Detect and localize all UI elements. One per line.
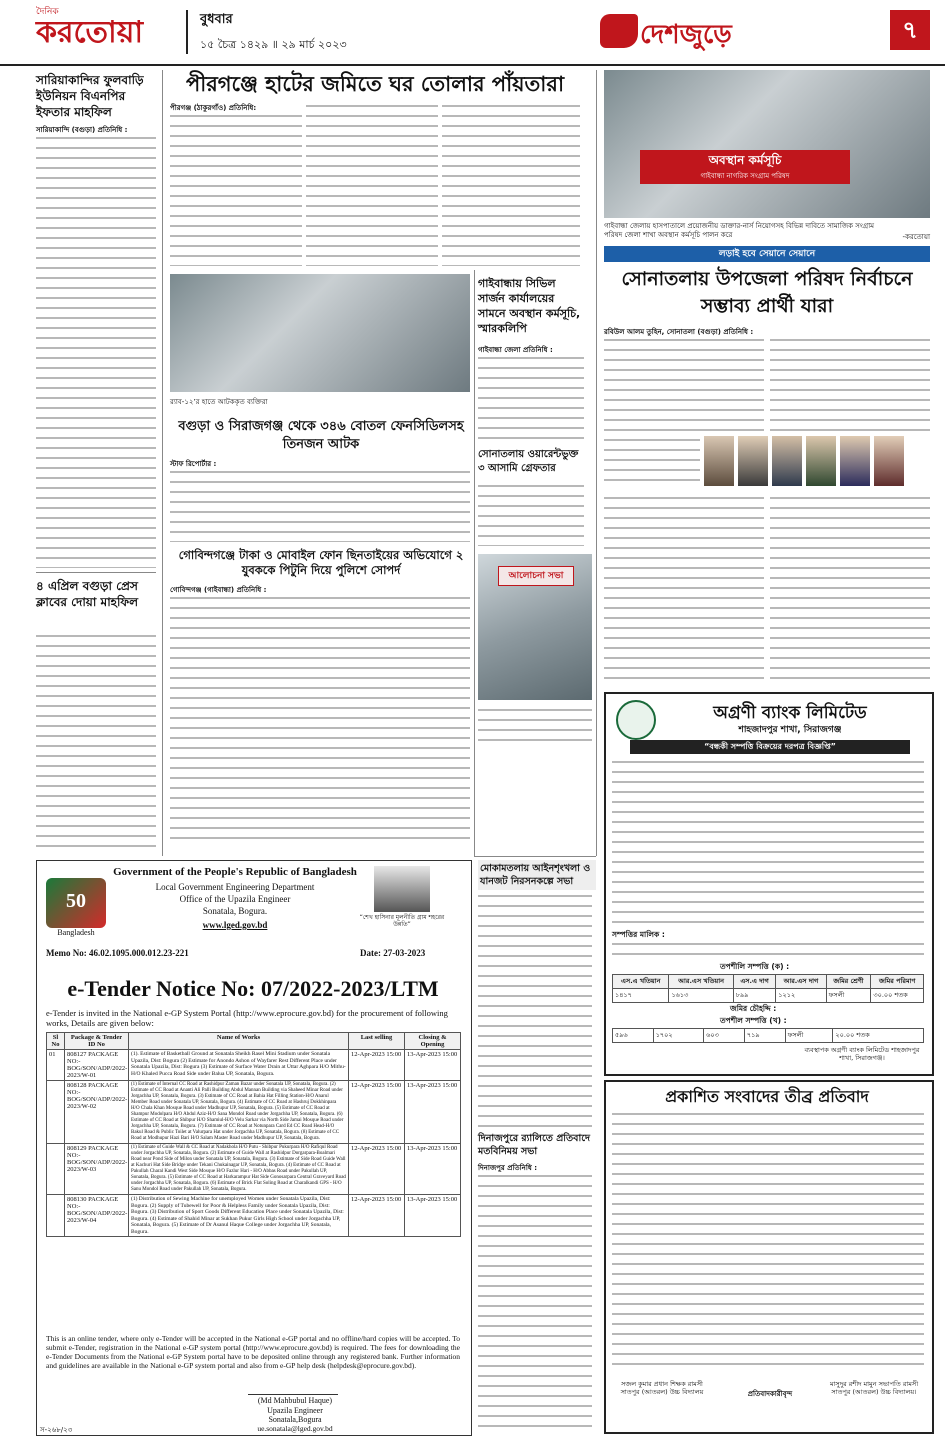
candidate-portrait (840, 436, 870, 486)
divider (36, 572, 156, 573)
table-header: Closing & Opening (405, 1033, 461, 1050)
candidate-portrait (738, 436, 768, 486)
table-cell: 12-Apr-2023 15:00 (349, 1050, 405, 1081)
signature-scribble (248, 1378, 338, 1395)
protest-photo-caption: গাইবান্ধা জেলায় হাসপাতালে প্রয়োজনীয় ডাক্তার-নার্স নিয়োগসহ বিভিন্ন দাবিতে সামাজিক সংগ্রাম পরিষদ জেলা শাখা অবস্থান কর্মসূচি পালন করে (604, 222, 875, 239)
table-header: এস.এ খতিয়ান (613, 975, 669, 989)
table-header-row (47, 1033, 461, 1050)
signer-place: Sonatala,Bogura (268, 1415, 322, 1424)
table-cell: 808130 PACKAGE NO:- BOG/SON/ADP/2022-2023/W-04 (65, 1195, 129, 1237)
protest-photo (604, 70, 930, 218)
meeting-caption-text (478, 706, 592, 744)
left1-headline: সারিয়াকান্দির ফুলবাড়ি ইউনিয়ন বিএনপির ইফতার মাহফিল (36, 73, 144, 119)
table-cell: (1) Distribution of Sewing Machine for unemployed Women under Sonatala Upazila, Dist: Bogura. (2) Supply of Tubewell for Poor & Helpless Family under Sonatala Upazila, Dist: Bogura. (3) Distribution of Sport Goods Different Education Place under Sonatala Upazila, Dist: Bogura. (4) Estimate of Shahid Minar at Sukhan Pukur Girls High School under Jorgachha UP, Sonatala, Bogura. (5) Estimate of Dr Asanul Haque College under Jorgachha UP, Sonatala, Bogura. (129, 1195, 349, 1237)
candidate-portrait (874, 436, 904, 486)
bank-name: অগ্রণী ব্যাংক লিমিটেড (713, 703, 867, 723)
bank-branch: শাহজাদপুর শাখা, সিরাজগঞ্জ (738, 725, 842, 735)
gobindaganj-body-text (170, 594, 470, 846)
table-cell: ১৭০২ (653, 1029, 703, 1043)
warrant-headline: সোনাতলায় ওয়ারেন্টভুক্ত ৩ আসামি গ্রেফতার (478, 449, 579, 474)
sonatala-kicker: লড়াই হবে সেয়ানে সেয়ানে (604, 246, 930, 262)
signer-title: Upazila Engineer (267, 1406, 323, 1415)
tender-dept: Local Government Engineering Department (155, 882, 315, 892)
column-rule (596, 70, 597, 856)
protest-banner-sub: গাইবান্ধা নাগরিক সংগ্রাম পরিষদ (700, 172, 790, 180)
bank-notice-title: “বন্ধকী সম্পত্তি বিক্রয়ের দরপত্র বিজ্ঞপ্তি” (630, 740, 910, 754)
logo-text: Bangladesh (57, 928, 95, 937)
table-cell: 12-Apr-2023 15:00 (349, 1081, 405, 1144)
table-cell: (1) Estimate of Guide Wall & CC Road at Nadakhola H/O Putu - Shibpur Pukurpara H/O Rafiqul Road under Jorgachha UP, Sonatala, Bogura. (2) Estimate of Guide Wall at Rashidpur Dorgarpara-Boalmari Road near Pond Side of Milon under Sonatala UP, Sonatala, Bogura. (3) Estimate of Side Road Guide Wall at Kachuri Hat Side Bridge under Tekani Chukainagar UP, Sonatala, Bogura. (4) Estimate of CC Road at Pakullah Charal Kandi West Side Mosque H/O Fazlur Hari - H/O Abbas Road under Pakullah UP, Sonatala, Bogura. (5) Estimate of CC Road at Harkarampur Hat Side Gonosarpara Central Graveyard Road under Jorgachha UP, Sonatala, Bogura. (6) Estimate of Brick Flat Soling Road at Charalkandi GPS - H/O Sanu Mondol Road under Pakullah UP, Sonatala, Bogura. (129, 1144, 349, 1195)
tender-intro: e-Tender is invited in the National e-GP System Portal (http://www.eprocure.gov.bd) for the procurement of following works, Details are given below: (46, 1008, 448, 1028)
left1-body-text (36, 134, 156, 568)
bank-logo-icon (616, 700, 656, 740)
table-header: জমির শ্রেণী (826, 975, 871, 989)
table-cell: ১২১২ (776, 989, 826, 1003)
tender-date: Date: 27-03-2023 (360, 948, 426, 958)
bank-notice-body (612, 758, 924, 928)
table-cell: 808127 PACKAGE NO:- BOG/SON/ADP/2022-2023/W-01 (65, 1050, 129, 1081)
schedule-b-table (612, 1028, 924, 1043)
gaibandha-headline: গাইবান্ধায় সিভিল সার্জন কার্যালয়ের সামনে অবস্থান কর্মসূচি, স্মারকলিপি (478, 277, 581, 335)
dinajpur-lead: দিনাজপুর প্রতিনিধি : (478, 1164, 538, 1172)
table-cell: ৩০.০০ শতক (871, 989, 924, 1003)
warrant-body-text (478, 482, 584, 546)
schedule-a-heading: তপশীলি সম্পত্তি (ক) : (720, 962, 790, 971)
bottle-body-text (170, 468, 470, 542)
logo-prefix: দৈনিক (36, 7, 59, 17)
main-body-text-col1 (170, 112, 302, 266)
table-header: আর.এস দাগ (776, 975, 826, 989)
table-cell: ১৬১৩ (669, 989, 733, 1003)
table-cell: ফসলী (785, 1029, 833, 1043)
rab-photo-caption: র‌্যাব-১২’র হাতে আটককৃত ব্যক্তিরা (170, 398, 268, 406)
schedule-b-heading: তপশীল সম্পত্তি (খ) : (720, 1016, 787, 1025)
table-cell: ২০.০০ শতক (833, 1029, 924, 1043)
table-row (613, 989, 924, 1003)
tender-gov: Government of the People's Republic of Bangladesh (113, 866, 357, 878)
protest-signer-middle: প্রতিবাদকারীবৃন্দ (747, 1390, 793, 1398)
candidate-portrait (806, 436, 836, 486)
left2-body-text (36, 632, 156, 854)
candidate-portrait (704, 436, 734, 486)
candidate-portraits (604, 436, 930, 490)
table-cell: (1). Estimate of Basketball Ground at Sonatala Sheikh Rasel Mini Stadium under Sonatala Upazila, Dist: Bogura (2) Estimate for Anondo Ashon of Wayfarer Rest Different Place under Sonatala Upazila, Dist: Bogura (3) Estimate of Surface Water Drain at Uttar Aghpara H/O Mithu-H/O Khaled Pucca Road Side under Balua UP, Sonatala, Bogura. (129, 1050, 349, 1081)
issue-date: ১৫ চৈত্র ১৪২৯ ॥ ২৯ মার্চ ২০২৩ (200, 38, 347, 51)
table-cell (47, 1081, 65, 1144)
candidate-portrait (772, 436, 802, 486)
signer-email: ue.sonatala@lged.gov.bd (257, 1424, 333, 1433)
table-row (47, 1081, 461, 1144)
column-rule (162, 70, 163, 856)
portrait-image (374, 866, 430, 912)
table-cell: ৫৯৬ (613, 1029, 654, 1043)
ad-reference: স-২৬৮/২৩ (40, 1426, 73, 1434)
gobindaganj-headline: গোবিন্দগঞ্জে টাকা ও মোবাইল ফোন ছিনতাইয়ের অভিযোগে ২ যুবককে পিটুনি দিয়ে পুলিশে সোপর্দ (178, 548, 464, 577)
table-row (613, 1029, 924, 1043)
candidate-text (604, 436, 700, 486)
table-cell: ৮৯৯ (733, 989, 775, 1003)
table-row (47, 1050, 461, 1081)
sonatala-headline: সোনাতলায় উপজেলা পরিষদ নির্বাচনে সম্ভাব্য প্রার্থী যারা (621, 268, 913, 317)
tender-website: www.lged.gov.bd (202, 920, 268, 930)
table-header: Last selling (349, 1033, 405, 1050)
table-header: Name of Works (129, 1033, 349, 1050)
meeting-banner-label: আলোচনা সভা (498, 566, 574, 586)
table-cell: 12-Apr-2023 15:00 (349, 1195, 405, 1237)
logo-number: 50 (66, 890, 86, 912)
table-header: জমির পরিমাণ (871, 975, 924, 989)
tender-memo: Memo No: 46.02.1095.000.012.23-221 (46, 948, 189, 958)
portrait-caption: “শেখ হাসিনার মূলনীতি গ্রাম শহরের উন্নতি” (359, 914, 445, 928)
protest-banner-text: অবস্থান কর্মসূচি (708, 153, 782, 167)
tender-place: Sonatala, Bogura. (202, 906, 268, 916)
dinajpur-headline: দিনাজপুরে র‍্যালিতে প্রতিবাদে মতবিনিময় সভা (478, 1133, 591, 1157)
table-header-row (613, 975, 924, 989)
owner-details (612, 940, 924, 960)
table-cell: 01 (47, 1050, 65, 1081)
protest-signer-right: মাসুদুর রশীদ মামুন সভাপতি রামসী সাতপুর (আতরল) উচ্চ বিদ্যালয়। (829, 1380, 919, 1396)
bottle-lead: স্টাফ রিপোর্টার : (170, 460, 217, 468)
signer-name: (Md Mahbubul Haque) (257, 1396, 333, 1405)
page-number: ৭ (890, 10, 930, 50)
table-cell: ১৪১৭ (613, 989, 669, 1003)
schedule-a-table (612, 974, 924, 1003)
table-header: আর.এস খতিয়ান (669, 975, 733, 989)
table-row (47, 1195, 461, 1237)
sonatala-body-col4 (770, 494, 930, 684)
photo-credit: -করতোয়া (902, 233, 930, 241)
protest-notice-title: প্রকাশিত সংবাদের তীব্র প্রতিবাদ (665, 1087, 869, 1106)
column-rule (474, 270, 475, 856)
masthead-divider (186, 10, 188, 54)
protest-signer-left: সজল কুমার প্রধান শিক্ষক রামসী সাতপুর (আতরল) উচ্চ বিদ্যালয় (620, 1380, 704, 1396)
issue-day: বুধবার (200, 12, 233, 27)
main-headline: পীরগঞ্জে হাটের জমিতে ঘর তোলার পাঁয়তারা (185, 72, 565, 96)
tender-notice-title: e-Tender Notice No: 07/2022-2023/LTM (67, 976, 439, 1001)
bangladesh-map-icon (600, 14, 638, 48)
main-body-text-col2 (306, 102, 438, 266)
table-cell (47, 1195, 65, 1237)
tender-footer: This is an online tender, where only e-Tender will be accepted in the National e-GP portal and no offline/hard copies will be accepted. To submit e-Tender, registration in the National e-GP system portal (http://www.eprocure.gov.bd) is required. The fees for downloading the e-Tender Documents from the National e-GP System portal have to be deposited online through any registered bank. Further information and guidelines are available in the National e-GP system portal and also from e-GP help desk (helpdesk@eprocure.gov.bd). (46, 1334, 460, 1370)
table-header: Package & Tender ID No (65, 1033, 129, 1050)
table-cell: 13-Apr-2023 15:00 (405, 1050, 461, 1081)
sonatala-body-col2 (770, 336, 930, 432)
sonatala-lead: রবিউল আলম তুহিন, সোনাতলা (বগুড়া) প্রতিনিধি : (604, 328, 754, 336)
table-cell: 12-Apr-2023 15:00 (349, 1144, 405, 1195)
left1-lead: সারিয়াকান্দি (বগুড়া) প্রতিনিধি : (36, 126, 128, 134)
dinajpur-body-text (478, 1172, 592, 1430)
bank-signature: ব্যবস্থাপক অগ্রণী ব্যাংক লিমিটেড শাহজাদপুর শাখা, সিরাজগঞ্জ। (804, 1046, 920, 1062)
table-cell: ফসলী (826, 989, 871, 1003)
gaibandha-lead: গাইবান্ধা জেলা প্রতিনিধি : (478, 346, 553, 354)
gobindaganj-lead: গোবিন্দগঞ্জ (গাইবান্ধা) প্রতিনিধি : (170, 586, 267, 594)
boundary-heading: জমির চৌহদ্দি : (730, 1004, 777, 1013)
table-cell (47, 1144, 65, 1195)
table-header: এস.এ দাগ (733, 975, 775, 989)
meeting-headline: মোকামতলায় আইনশৃংখলা ও যানজট নিরসনকল্পে সভা (478, 860, 596, 890)
sonatala-body-col3 (604, 494, 764, 684)
table-cell: 13-Apr-2023 15:00 (405, 1144, 461, 1195)
table-cell: 808128 PACKAGE NO:- BOG/SON/ADP/2022-2023/W-02 (65, 1081, 129, 1144)
table-cell: ৬০৩ (704, 1029, 745, 1043)
table-header: Sl No (47, 1033, 65, 1050)
main-body-text-col3 (442, 102, 580, 266)
tender-table (46, 1032, 461, 1237)
table-cell: 13-Apr-2023 15:00 (405, 1081, 461, 1144)
divider (474, 856, 596, 857)
newspaper-logo: করতোয়া (36, 15, 144, 50)
table-cell: ৭১৯ (744, 1029, 785, 1043)
table-cell: 808129 PACKAGE NO:- BOG/SON/ADP/2022-2023/W-03 (65, 1144, 129, 1195)
rab-detainees-photo (170, 274, 470, 392)
protest-notice-body (612, 1110, 924, 1370)
meeting-body-text (478, 892, 592, 1128)
gaibandha-body-text (478, 354, 584, 442)
table-cell: (1) Estimate of Internal CC Road at Rashidpur Zaman Bazar under Sonatala UP, Sonatala, Bogura. (2) Estimate of CC Road at Ananti Ali Palli Building Abdul Mannan Building via Shaheed Minar Road under Jorgachha UP, Sonatala, Bogura. (3) Estimate of CC Road at Bahia Hat Filling Station-H/O Anarul Member Road under Sonatala UP, Sonatala, Bogura. (4) Estimate of CC Road at Hashruj Dokkhinpara H/O Chala Khan Mosque Road under Madhupur UP, Sonatala, Bogura. (5) Estimate of CC Road at Shampur Modolpara H/O Abdul Aziz-H/O Sana Mondol Road under Jorgachha UP, Sonatala, Bogura. (6) Estimate of CC Road at Shibpur H/O Shamiul-H/O Velu Sarkar via North Side Jamai Mosque Road under Jorgachha UP, Sonatala, Bogura. (7) Estimate of CC Road at Notunpara Card Ed CC Road Head-H/O Bakul Road & Public Toilet at Valurpara Hat under Jorgachha UP, Sonatala, Bogura. (8) Estimate of CC Road at Modhupur Hazi Bari H/O Salam Master Road under Madhupur UP, Sonatala, Bogura. (129, 1081, 349, 1144)
table-cell: 13-Apr-2023 15:00 (405, 1195, 461, 1237)
left2-headline: ৪ এপ্রিল বগুড়া প্রেস ক্লাবের দোয়া মাহফিল (36, 579, 139, 609)
owner-heading: সম্পত্তির মালিক : (612, 930, 665, 939)
table-row (47, 1144, 461, 1195)
bottle-headline: বগুড়া ও সিরাজগঞ্জ থেকে ৩৪৬ বোতল ফেনসিডিলসহ তিনজন আটক (178, 419, 464, 452)
tender-office: Office of the Upazila Engineer (179, 894, 291, 904)
sonatala-body-col1 (604, 336, 764, 432)
main-lead: পীরগঞ্জ (ঠাকুরগাঁও) প্রতিনিধি: (170, 104, 257, 112)
section-title: দেশজুড়ে (640, 20, 732, 50)
